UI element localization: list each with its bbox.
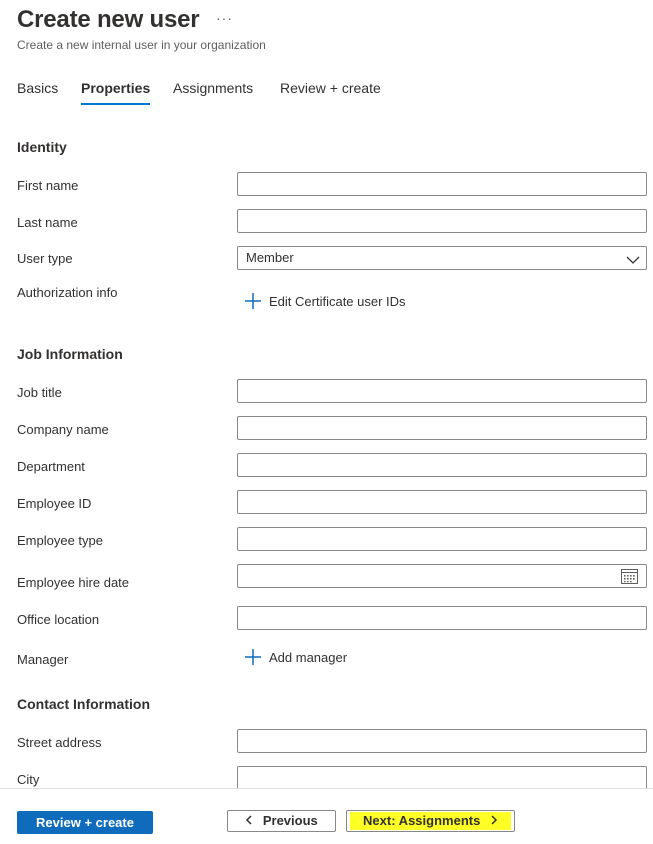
chevron-left-icon bbox=[245, 812, 253, 832]
office-location-input[interactable] bbox=[246, 607, 636, 627]
edit-certificate-user-ids-button[interactable] bbox=[244, 294, 406, 309]
last-name-input[interactable] bbox=[246, 210, 636, 230]
office-location-field[interactable] bbox=[237, 606, 647, 630]
more-options-icon[interactable]: ··· bbox=[216, 10, 233, 26]
job-title-input[interactable] bbox=[246, 380, 636, 400]
tab-properties[interactable]: Properties bbox=[81, 80, 151, 96]
last-name-label: Last name bbox=[17, 215, 78, 230]
company-name-input[interactable] bbox=[246, 417, 636, 437]
city-label: City bbox=[17, 772, 40, 787]
street-address-field[interactable] bbox=[237, 729, 647, 753]
chevron-right-icon bbox=[490, 812, 498, 832]
first-name-input[interactable] bbox=[246, 173, 636, 193]
job-title-label: Job title bbox=[17, 385, 62, 400]
user-type-select[interactable] bbox=[237, 246, 647, 270]
first-name-label: First name bbox=[17, 178, 79, 193]
previous-label: Previous bbox=[262, 813, 318, 828]
street-address-label: Street address bbox=[17, 735, 102, 750]
tab-basics[interactable]: Basics bbox=[17, 80, 59, 96]
user-type-label: User type bbox=[17, 251, 73, 266]
department-field[interactable] bbox=[237, 453, 647, 477]
employee-type-field[interactable] bbox=[237, 527, 647, 551]
authorization-info-label: Authorization info bbox=[17, 285, 118, 300]
company-name-field[interactable] bbox=[237, 416, 647, 440]
review-create-button[interactable]: Review + create bbox=[17, 811, 153, 834]
chevron-down-icon bbox=[626, 252, 640, 270]
add-manager-button[interactable] bbox=[244, 650, 347, 665]
employee-type-label: Employee type bbox=[17, 533, 103, 548]
page-title: Create new user bbox=[17, 6, 200, 33]
section-job-title: Job Information bbox=[17, 346, 123, 362]
employee-hire-date-label: Employee hire date bbox=[17, 575, 130, 590]
street-address-input[interactable] bbox=[246, 730, 636, 750]
company-name-label: Company name bbox=[17, 422, 109, 437]
office-location-label: Office location bbox=[17, 612, 100, 627]
city-input[interactable] bbox=[246, 767, 636, 787]
page-subtitle: Create a new internal user in your organization bbox=[17, 38, 266, 52]
employee-id-label: Employee ID bbox=[17, 496, 92, 511]
employee-type-input[interactable] bbox=[246, 528, 636, 548]
last-name-field[interactable] bbox=[237, 209, 647, 233]
tab-review-create[interactable]: Review + create bbox=[280, 80, 381, 96]
tab-assignments[interactable]: Assignments bbox=[173, 80, 254, 96]
employee-hire-date-field[interactable] bbox=[237, 564, 647, 588]
city-field[interactable] bbox=[237, 766, 647, 790]
employee-id-input[interactable] bbox=[246, 491, 636, 511]
employee-id-field[interactable] bbox=[237, 490, 647, 514]
edit-certificate-label: Edit Certificate user IDs bbox=[269, 294, 406, 309]
job-title-field[interactable] bbox=[237, 379, 647, 403]
section-contact-title: Contact Information bbox=[17, 696, 150, 712]
next-label: Next: Assignments bbox=[363, 813, 481, 828]
add-manager-label: Add manager bbox=[269, 650, 348, 665]
calendar-icon[interactable] bbox=[621, 568, 638, 589]
plus-icon bbox=[244, 292, 262, 313]
plus-icon bbox=[244, 648, 262, 669]
first-name-field[interactable] bbox=[237, 172, 647, 196]
next-assignments-button[interactable] bbox=[346, 810, 515, 832]
manager-label: Manager bbox=[17, 652, 69, 667]
department-label: Department bbox=[17, 459, 85, 474]
department-input[interactable] bbox=[246, 454, 636, 474]
previous-button[interactable] bbox=[227, 810, 336, 832]
section-identity-title: Identity bbox=[17, 139, 67, 155]
footer-bar bbox=[0, 788, 653, 844]
user-type-value: Member bbox=[246, 250, 294, 265]
